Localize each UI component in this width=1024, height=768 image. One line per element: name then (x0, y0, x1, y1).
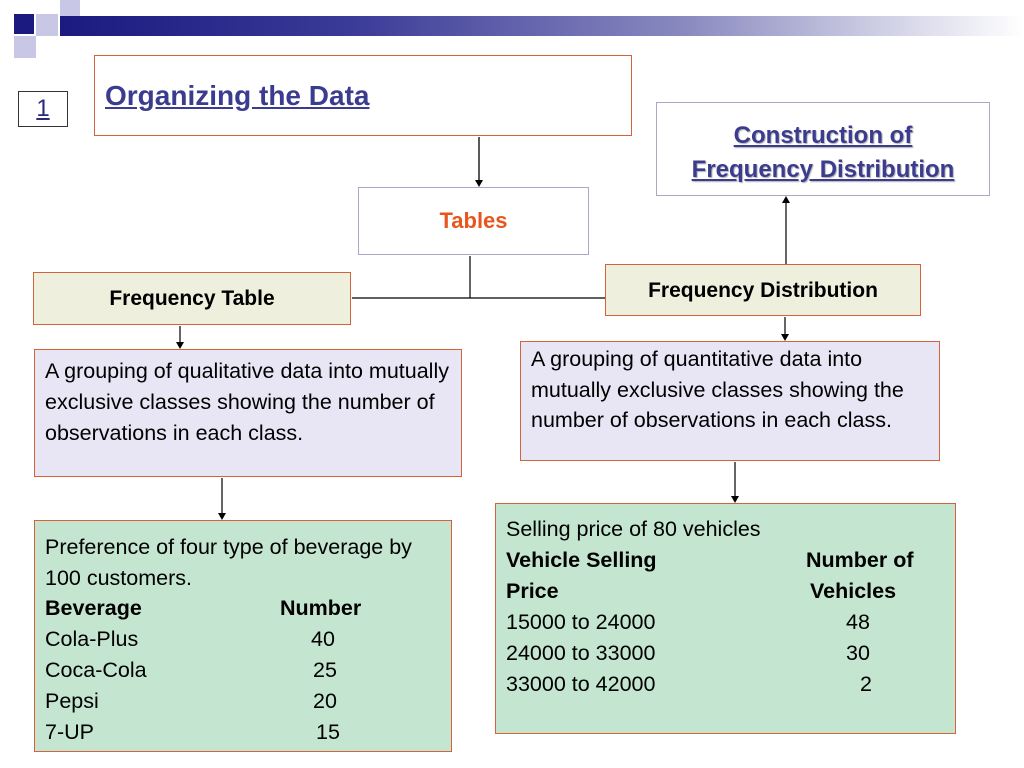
arrow-right-def-to-example (731, 496, 739, 503)
table-row (45, 655, 441, 686)
count-col-header-line1: Number of (806, 548, 914, 572)
table-row (506, 607, 945, 638)
beverage-count: 20 (313, 689, 337, 713)
frequency-table-label: Frequency Table (33, 272, 351, 325)
table-row (45, 686, 441, 717)
vehicle-header-row (506, 545, 945, 576)
title-box (94, 55, 632, 136)
vehicle-header-row-2 (506, 576, 945, 607)
price-range: 15000 to 24000 (506, 610, 656, 634)
table-row (45, 717, 441, 748)
beverage-intro: Preference of four type of beverage by 100 customers. (45, 535, 412, 590)
frequency-table-definition: A grouping of qualitative data into mutually exclusive classes showing the number of observations in each class. (34, 349, 462, 477)
beverage-example (34, 520, 452, 752)
price-col-header-line2: Price (506, 579, 559, 603)
vehicle-intro-row (506, 514, 945, 545)
count-col-header-line2: Vehicles (810, 579, 897, 603)
beverage-name: 7-UP (45, 720, 94, 744)
construction-link-line2[interactable]: Frequency Distribution (691, 156, 955, 183)
vehicle-example (495, 503, 956, 734)
beverage-count: 15 (316, 720, 340, 744)
slide-number: 1 (18, 91, 68, 127)
tables-box: Tables (358, 187, 589, 255)
beverage-name: Pepsi (45, 689, 99, 713)
arrow-fd-to-construction (782, 196, 790, 203)
table-row (45, 624, 441, 655)
beverage-col-header: Beverage (45, 596, 142, 620)
arrow-left-def-to-example (218, 513, 226, 520)
beverage-count: 25 (313, 658, 337, 682)
page-title[interactable]: Organizing the Data (105, 80, 370, 111)
number-col-header: Number (280, 596, 362, 620)
construction-box (656, 102, 990, 196)
beverage-header-row (45, 593, 441, 624)
vehicle-count: 30 (846, 641, 870, 665)
arrow-ft-to-def (176, 342, 184, 349)
construction-link-line1[interactable]: Construction of (733, 122, 913, 149)
table-row (506, 638, 945, 669)
beverage-name: Coca-Cola (45, 658, 147, 682)
beverage-count: 40 (311, 627, 335, 651)
vehicle-intro: Selling price of 80 vehicles (506, 517, 761, 541)
frequency-distribution-label: Frequency Distribution (605, 264, 921, 316)
vehicle-count: 48 (846, 610, 870, 634)
frequency-distribution-definition: A grouping of quantitative data into mutually exclusive classes showing the number of observations in each class. (520, 341, 940, 461)
price-range: 24000 to 33000 (506, 641, 656, 665)
table-row (506, 669, 945, 700)
beverage-name: Cola-Plus (45, 627, 139, 651)
price-range: 33000 to 42000 (506, 672, 656, 696)
vehicle-count: 2 (860, 672, 872, 696)
price-col-header-line1: Vehicle Selling (506, 548, 657, 572)
arrow-fd-to-def (781, 334, 789, 341)
